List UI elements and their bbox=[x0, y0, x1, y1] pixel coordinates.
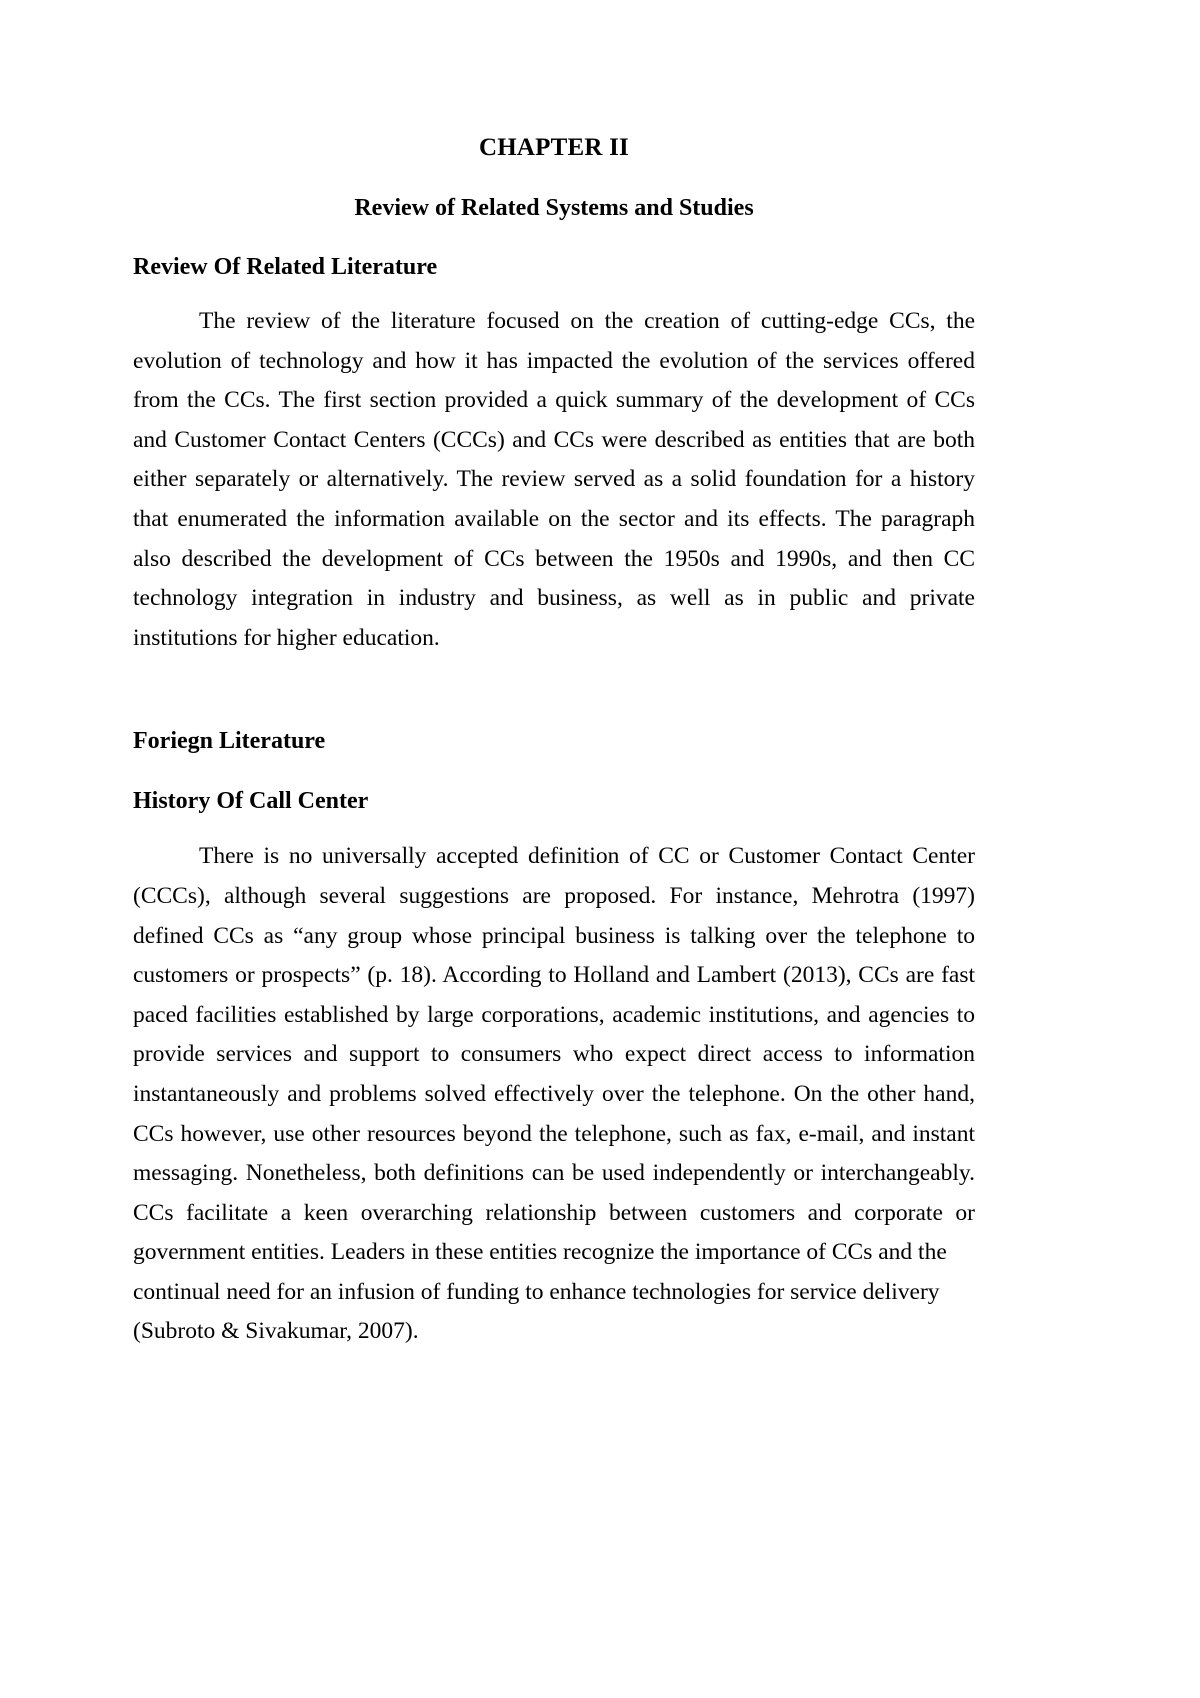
section-heading-foreign-literature: Foriegn Literature bbox=[133, 728, 326, 755]
trailing-line-funding: continual need for an infusion of funding to enhance technologies for service delivery bbox=[133, 1278, 940, 1305]
section-heading-review-of-related-literature: Review Of Related Literature bbox=[133, 254, 438, 280]
paragraph-review-of-related-literature: The review of the literature focused on the creation of cutting-edge CCs, the evolution of technology and how it has impacted the evolution of the services offered from the CCs. The first section provided a quick summary of the development of CCs and Customer Contact Centers (CCCs) and CCs were described as entities that are both either separately or alternatively. The review served as a solid foundation for a history that enumerated the information available on the sector and its effects. The paragraph also described the development of CCs between the 1950s and 1990s, and then CC technology integration in industry and business, as well as in public and private institutions for higher education. bbox=[133, 308, 975, 651]
chapter-title: CHAPTER II bbox=[479, 134, 629, 161]
chapter-subtitle: Review of Related Systems and Studies bbox=[354, 195, 754, 221]
paragraph-trailing-lines bbox=[133, 1273, 975, 1352]
paragraph-history-of-call-center: There is no universally accepted definition of CC or Customer Contact Center (CCCs), although several suggestions are proposed. For instance, Mehrotra (1997) defined CCs as “any group whose principal business is talking over the telephone to customers or prospects” (p. 18). According to Holland and Lambert (2013), CCs are fast paced facilities established by large corporations, academic institutions, and agencies to provide services and support to consumers who expect direct access to information instantaneously and problems solved effectively over the telephone. On the other hand, CCs however, use other resources beyond the telephone, such as fax, e-mail, and instant messaging. Nonetheless, both definitions can be used independently or interchangeably. CCs facilitate a keen overarching relationship between customers and corporate or government entities. Leaders in these entities recognize the importance of CCs and the bbox=[133, 843, 975, 1266]
document-content-column bbox=[133, 0, 975, 1352]
trailing-line-citation: (Subroto & Sivakumar, 2007). bbox=[133, 1318, 419, 1345]
section-heading-history-of-call-center: History Of Call Center bbox=[133, 788, 369, 815]
